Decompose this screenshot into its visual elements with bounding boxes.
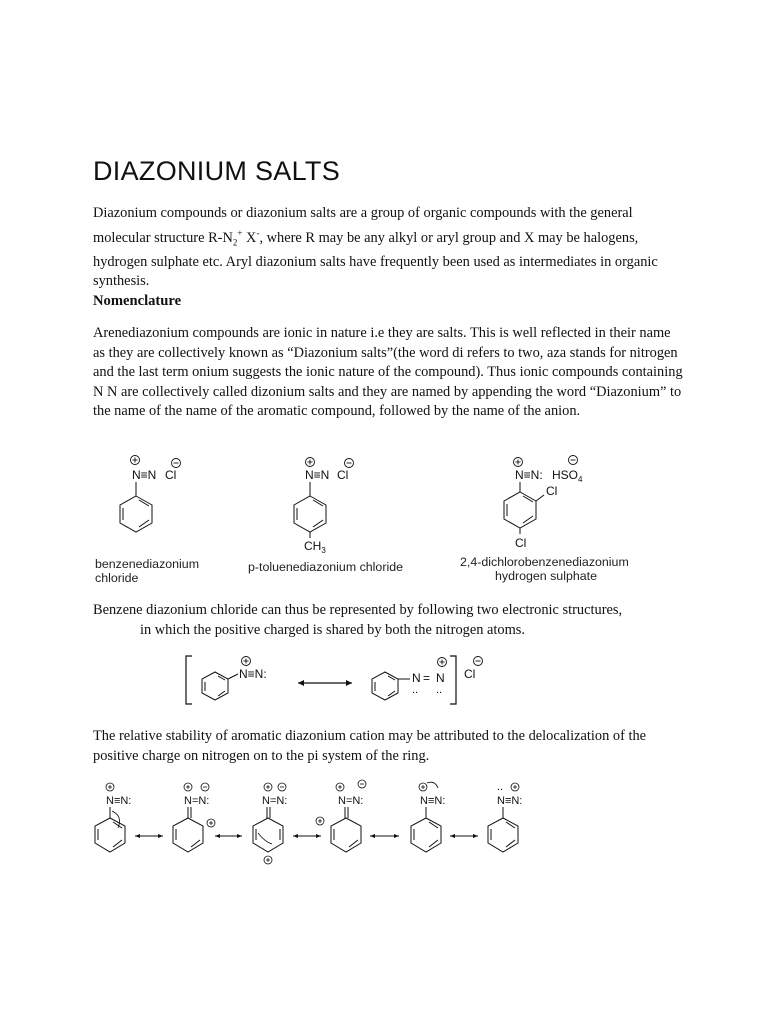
compound2-label: p-toluenediazonium chloride bbox=[248, 560, 403, 574]
delocalization-structure-1 bbox=[95, 783, 131, 852]
toluene-ring-icon bbox=[294, 496, 326, 532]
benzenediazonium-chloride-structure bbox=[95, 456, 199, 586]
ring-icon bbox=[253, 818, 283, 852]
nomenclature-text: Arenediazonium compounds are ionic in nature i.e they are salts. This is well reflected in their name as they are collectively known as “Diazonium salts”(the word di refers to two, aza stands for nitrogen and the last term onium suggests the ionic nature of the compound). Thus ionic compounds containing N N are collectively called dizonium salts and they are named by appending the word “Diazonium” to the name of the name of the aromatic compound, followed by the name of the anion. bbox=[93, 325, 683, 420]
lone-pair-dots: .. bbox=[412, 684, 419, 696]
compound3-label-line1: 2,4-dichlorobenzenediazonium bbox=[460, 555, 629, 569]
curved-arrow-icon bbox=[427, 782, 438, 788]
resonance-a-formula: N≡N: bbox=[239, 667, 267, 681]
compound2-counter-ion: Cl bbox=[337, 468, 349, 482]
delocalization-structure-5 bbox=[411, 782, 445, 852]
svg-text:N≡N:: N≡N: bbox=[106, 795, 132, 807]
ring-icon bbox=[331, 818, 361, 852]
intro-paragraph bbox=[93, 204, 683, 292]
benzene-ring-icon bbox=[120, 496, 152, 532]
svg-text:N=N:: N=N: bbox=[184, 795, 210, 807]
compound3-para-cl: Cl bbox=[515, 536, 527, 550]
svg-text:N=N:: N=N: bbox=[338, 795, 364, 807]
benzene-ring-icon bbox=[95, 818, 125, 852]
nomenclature-paragraph bbox=[93, 324, 683, 422]
lone-pair-dots: .. bbox=[436, 684, 443, 696]
formula-subscript: 2 bbox=[232, 237, 238, 248]
svg-text:N=N:: N=N: bbox=[262, 795, 288, 807]
p-toluenediazonium-chloride-structure bbox=[248, 458, 403, 575]
intro-text-start: Diazonium compounds or diazonium salts are a group of organic compounds with the general molecular structure R-N bbox=[93, 205, 633, 246]
stability-text: The relative stability of aromatic diazonium cation may be attributed to the delocalization of the positive charge on nitrogen on to the pi system of the ring. bbox=[93, 728, 647, 764]
right-bracket bbox=[450, 656, 456, 704]
resonance-counter-ion: Cl bbox=[464, 667, 476, 681]
figure-delocalization-series bbox=[90, 778, 540, 873]
formula-superscript-plus: + bbox=[237, 227, 243, 238]
dichlorobenzenediazonium-structure bbox=[460, 456, 629, 584]
formula-superscript-minus: - bbox=[256, 227, 260, 238]
compound3-nn: N≡N: bbox=[515, 468, 543, 482]
svg-text:N≡N:: N≡N: bbox=[497, 795, 523, 807]
resonance-line2: in which the positive charged is shared by both the nitrogen atoms. bbox=[140, 621, 526, 638]
curved-arrow-icon bbox=[258, 833, 272, 844]
resonance-b-bond: = bbox=[423, 671, 431, 685]
compound2-methyl: $CH_3$ bbox=[304, 539, 326, 555]
compound3-counter-ion: $HSO_4$ bbox=[552, 468, 583, 484]
nomenclature-heading: Nomenclature bbox=[93, 293, 182, 309]
figure-diazonium-examples bbox=[88, 452, 648, 587]
intro-text-end: , where R may be any alkyl or aryl group and X may be halogens, hydrogen sulphate etc. Aryl diazonium salts have frequently been used as intermediates in organic synthesis. bbox=[93, 229, 658, 290]
compound3-ortho-cl: Cl bbox=[546, 484, 558, 498]
compound1-counter-ion: Cl bbox=[165, 468, 177, 482]
benzene-ring-icon bbox=[411, 818, 441, 852]
formula-x: X bbox=[242, 229, 257, 246]
compound2-nn: N≡N bbox=[305, 468, 330, 482]
resonance-line1: Benzene diazonium chloride can thus be represented by following two electronic structures, bbox=[93, 602, 623, 618]
resonance-b-n2: N bbox=[436, 671, 445, 685]
svg-text:N≡N:: N≡N: bbox=[420, 795, 446, 807]
resonance-b-n1: N bbox=[412, 671, 421, 685]
left-bracket bbox=[186, 656, 192, 704]
compound1-label-line2: chloride bbox=[95, 571, 139, 585]
delocalization-structure-4 bbox=[316, 780, 366, 852]
benzene-ring-icon bbox=[202, 672, 228, 700]
stability-paragraph bbox=[93, 727, 683, 766]
benzene-ring-icon bbox=[488, 818, 518, 852]
ring-icon bbox=[173, 818, 203, 852]
delocalization-structure-3 bbox=[253, 783, 287, 864]
dichlorobenzene-ring-icon bbox=[504, 492, 536, 528]
delocalization-structure-6 bbox=[488, 781, 522, 852]
delocalization-structure-2 bbox=[173, 783, 215, 852]
benzene-ring-icon bbox=[372, 672, 398, 700]
figure-resonance-structures bbox=[180, 650, 500, 710]
compound1-nn: N≡N bbox=[132, 468, 157, 482]
compound3-label-line2: hydrogen sulphate bbox=[495, 569, 597, 583]
resonance-paragraph bbox=[93, 601, 683, 640]
page-title: DIAZONIUM SALTS bbox=[93, 156, 341, 186]
svg-text:..: .. bbox=[497, 781, 504, 793]
compound1-label-line1: benzenediazonium bbox=[95, 557, 200, 571]
